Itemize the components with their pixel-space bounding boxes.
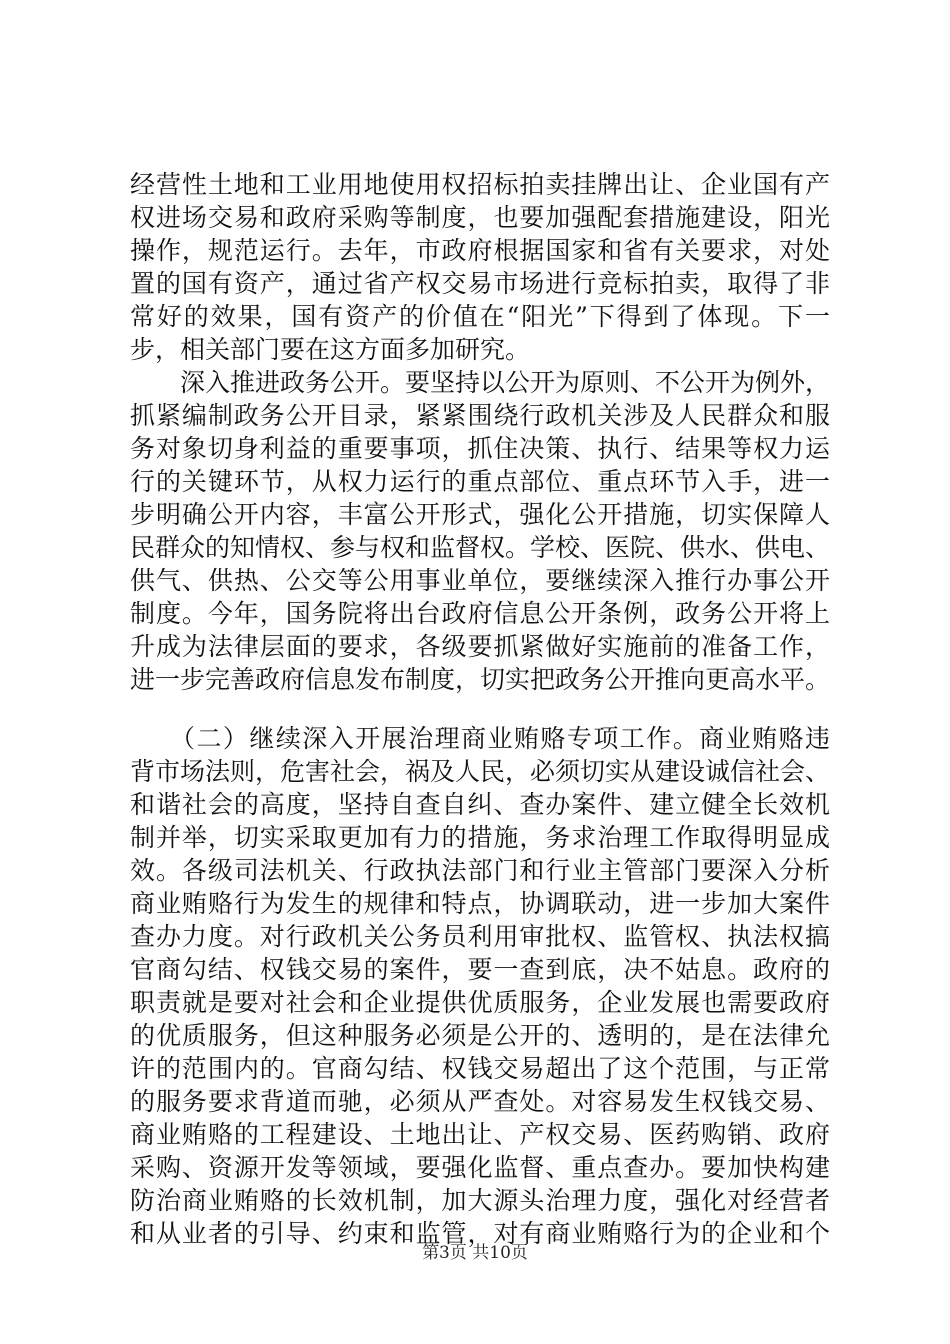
text-line: 进一步完善政府信息发布制度，切实把政务公开推向更高水平。 [130, 665, 831, 694]
text-line: 深入推进政务公开。要坚持以公开为原则、不公开为例外， [180, 368, 831, 397]
text-line: 抓紧编制政务公开目录，紧紧围绕行政机关涉及人民群众和服 [130, 401, 830, 430]
text-line: 行的关键环节，从权力运行的重点部位、重点环节入手，进一 [130, 467, 830, 496]
text-line: 升成为法律层面的要求，各级要抓紧做好实施前的准备工作， [130, 632, 830, 661]
text-line: 采购、资源开发等领域，要强化监督、重点查办。要加快构建 [130, 1153, 830, 1182]
text-line: 商业贿赂的工程建设、土地出让、产权交易、医药购销、政府 [130, 1120, 830, 1149]
text-line: 查办力度。对行政机关公务员利用审批权、监管权、执法权搞 [130, 922, 830, 951]
text-line: （二）继续深入开展治理商业贿赂专项工作。商业贿赂违 [170, 724, 830, 753]
text-line: 制度。今年，国务院将出台政府信息公开条例，政务公开将上 [130, 599, 830, 628]
text-line: 防治商业贿赂的长效机制，加大源头治理力度，强化对经营者 [130, 1186, 830, 1215]
text-line: 权进场交易和政府采购等制度，也要加强配套措施建设，阳光 [130, 203, 830, 232]
text-line: 官商勾结、权钱交易的案件，要一查到底，决不姑息。政府的 [130, 955, 830, 984]
text-line: 的服务要求背道而驰，必须从严查处。对容易发生权钱交易、 [130, 1087, 830, 1116]
text-line: 的优质服务，但这种服务必须是公开的、透明的，是在法律允 [130, 1021, 830, 1050]
text-line: 操作，规范运行。去年，市政府根据国家和省有关要求，对处 [130, 236, 830, 265]
text-line: 效。各级司法机关、行政执法部门和行业主管部门要深入分析 [130, 856, 830, 885]
text-line: 步明确公开内容，丰富公开形式，强化公开措施，切实保障人 [130, 500, 830, 529]
text-line: 制并举，切实采取更加有力的措施，务求治理工作取得明显成 [130, 823, 830, 852]
text-line: 职责就是要对社会和企业提供优质服务，企业发展也需要政府 [130, 988, 830, 1017]
text-line: 供气、供热、公交等公用事业单位，要继续深入推行办事公开 [130, 566, 830, 595]
text-line: 经营性土地和工业用地使用权招标拍卖挂牌出让、企业国有产 [130, 170, 830, 199]
text-line: 和从业者的引导、约束和监管，对有商业贿赂行为的企业和个 [130, 1219, 830, 1248]
text-line: 常好的效果，国有资产的价值在“阳光”下得到了体现。下一 [130, 302, 830, 331]
text-line: 步，相关部门要在这方面多加研究。 [130, 335, 531, 364]
text-line: 置的国有资产，通过省产权交易市场进行竞标拍卖，取得了非 [130, 269, 830, 298]
text-line: 民群众的知情权、参与权和监督权。学校、医院、供水、供电、 [130, 533, 831, 562]
text-line: 和谐社会的高度，坚持自查自纠、查办案件、建立健全长效机 [130, 790, 830, 819]
text-line: 务对象切身利益的重要事项，抓住决策、执行、结果等权力运 [130, 434, 830, 463]
text-line: 许的范围内的。官商勾结、权钱交易超出了这个范围，与正常 [130, 1054, 830, 1083]
page-number-footer: 第3页 共10页 [422, 1243, 528, 1263]
text-line: 商业贿赂行为发生的规律和特点，协调联动，进一步加大案件 [130, 889, 830, 918]
text-line: 背市场法则，危害社会，祸及人民，必须切实从建设诚信社会、 [130, 757, 831, 786]
